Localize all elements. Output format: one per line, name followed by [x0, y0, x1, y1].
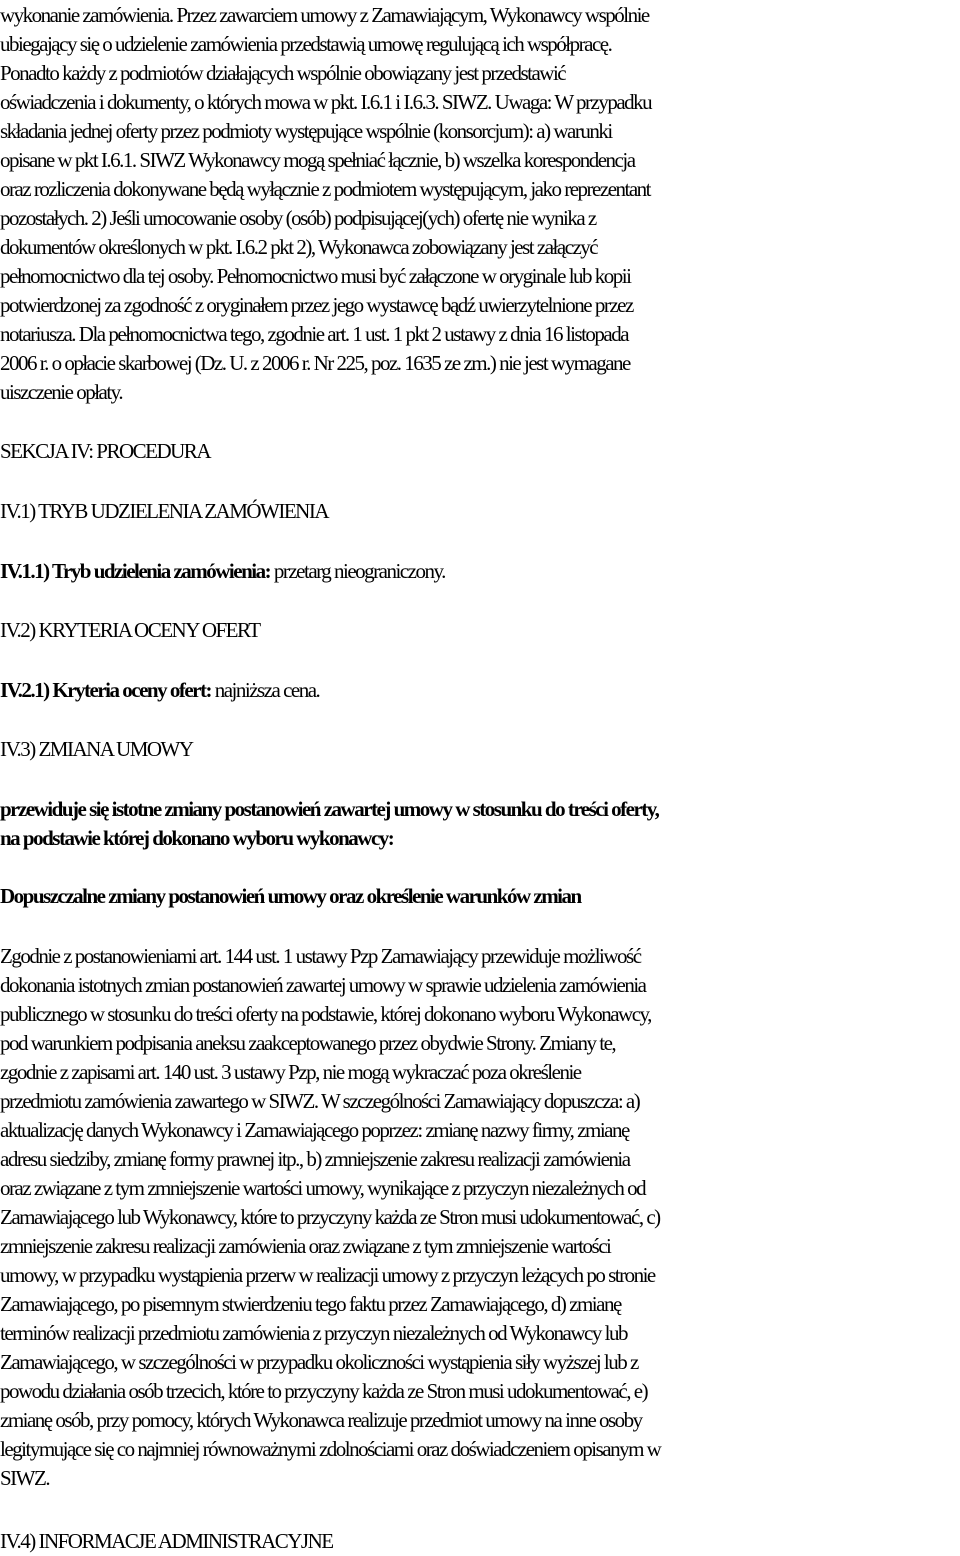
intro-line: wykonanie zamówienia. Przez zawarciem umowy z Zamawiającym, Wykonawcy wspólnie: [0, 3, 649, 27]
intro-line: pozostałych. 2) Jeśli umocowanie osoby (osób) podpisującej(ych) ofertę nie wynika z: [0, 206, 596, 230]
iv3-body-line: zmniejszenie zakresu realizacji zamówienia oraz związane z tym zmniejszenie wartości: [0, 1234, 611, 1258]
intro-line: oświadczenia i dokumenty, o których mowa w pkt. I.6.1 i I.6.3. SIWZ. Uwaga: W przypadku: [0, 90, 652, 114]
intro-line: składania jednej oferty przez podmioty występujące wspólnie (konsorcjum): a) warunki: [0, 119, 612, 143]
intro-paragraph: [0, 1, 960, 407]
iv21-value: najniższa cena.: [214, 678, 320, 702]
iv3-bold-line: przewiduje się istotne zmiany postanowień zawartej umowy w stosunku do treści oferty,: [0, 797, 659, 821]
iv3-bold-line: na podstawie której dokonano wyboru wykonawcy:: [0, 826, 394, 850]
iv3-body-line: publicznego w stosunku do treści oferty na podstawie, której dokonano wyboru Wykonawcy,: [0, 1002, 651, 1026]
intro-line: dokumentów określonych w pkt. I.6.2 pkt 2), Wykonawca zobowiązany jest załączyć: [0, 235, 598, 259]
iv3-subheading: Dopuszczalne zmiany postanowień umowy oraz określenie warunków zmian: [0, 884, 581, 908]
iv3-body-line: pod warunkiem podpisania aneksu zaakceptowanego przez obydwie Strony. Zmiany te,: [0, 1031, 616, 1055]
intro-line: pełnomocnictwo dla tej osoby. Pełnomocnictwo musi być załączone w oryginale lub kopii: [0, 264, 631, 288]
intro-line: notariusza. Dla pełnomocnictwa tego, zgodnie art. 1 ust. 1 pkt 2 ustawy z dnia 16 listopada: [0, 322, 629, 346]
iv3-body-line: Zamawiającego, po pisemnym stwierdzeniu tego faktu przez Zamawiającego, d) zmianę: [0, 1292, 621, 1316]
iv3-body-paragraph: [0, 942, 960, 1493]
intro-line: ubiegający się o udzielenie zamówienia przedstawią umowę regulującą ich współpracę.: [0, 32, 612, 56]
iv1-heading: IV.1) TRYB UDZIELENIA ZAMÓWIENIA: [0, 499, 329, 523]
iv11-label: IV.1.1) Tryb udzielenia zamówienia:: [0, 559, 271, 583]
iv21-line: [0, 676, 960, 705]
iv3-body-line: umowy, w przypadku wystąpienia przerw w realizacji umowy z przyczyn leżących po stronie: [0, 1263, 655, 1287]
iv11-value: przetarg nieograniczony.: [273, 559, 445, 583]
iv11-line: [0, 557, 960, 586]
iv3-body-line: adresu siedziby, zmianę formy prawnej itp., b) zmniejszenie zakresu realizacji zamówienia: [0, 1147, 630, 1171]
intro-line: potwierdzonej za zgodność z oryginałem przez jego wystawcę bądź uwierzytelnione przez: [0, 293, 633, 317]
iv3-body-line: Zgodnie z postanowieniami art. 144 ust. 1 ustawy Pzp Zamawiający przewiduje możliwość: [0, 944, 641, 968]
iv3-body-line: oraz związane z tym zmniejszenie wartości umowy, wynikające z przyczyn niezależnych od: [0, 1176, 646, 1200]
intro-line: Ponadto każdy z podmiotów działających wspólnie obowiązany jest przedstawić: [0, 61, 566, 85]
iv3-body-line: zmianę osób, przy pomocy, których Wykonawca realizuje przedmiot umowy na inne osoby: [0, 1408, 642, 1432]
iv3-body-line: przedmiotu zamówienia zawartego w SIWZ. W szczególności Zamawiający dopuszcza: a): [0, 1089, 640, 1113]
iv2-heading: IV.2) KRYTERIA OCENY OFERT: [0, 618, 260, 642]
intro-line: oraz rozliczenia dokonywane będą wyłącznie z podmiotem występującym, jako reprezentant: [0, 177, 650, 201]
intro-line: opisane w pkt I.6.1. SIWZ Wykonawcy mogą spełniać łącznie, b) wszelka korespondencja: [0, 148, 635, 172]
iv3-heading: IV.3) ZMIANA UMOWY: [0, 737, 193, 761]
iv3-body-line: legitymujące się co najmniej równoważnymi zdolnościami oraz doświadczeniem opisanym w: [0, 1437, 661, 1461]
iv3-bold-paragraph: [0, 795, 960, 853]
intro-line: 2006 r. o opłacie skarbowej (Dz. U. z 2006 r. Nr 225, poz. 1635 ze zm.) nie jest wymagane: [0, 351, 630, 375]
iv21-label: IV.2.1) Kryteria oceny ofert:: [0, 678, 211, 702]
iv3-body-line: zgodnie z zapisami art. 140 ust. 3 ustawy Pzp, nie mogą wykraczać poza określenie: [0, 1060, 581, 1084]
section-heading: SEKCJA IV: PROCEDURA: [0, 439, 210, 463]
iv3-body-line: terminów realizacji przedmiotu zamówienia z przyczyn niezależnych od Wykonawcy lub: [0, 1321, 627, 1345]
iv3-body-line: powodu działania osób trzecich, które to przyczyny każda ze Stron musi udokumentować, e): [0, 1379, 648, 1403]
iv3-body-line: Zamawiającego, w szczególności w przypadku okoliczności wystąpienia siły wyższej lub z: [0, 1350, 638, 1374]
iv3-body-line: Zamawiającego lub Wykonawcy, które to przyczyny każda ze Stron musi udokumentować, c): [0, 1205, 660, 1229]
iv4-heading: IV.4) INFORMACJE ADMINISTRACYJNE: [0, 1529, 333, 1553]
iv3-body-line: dokonania istotnych zmian postanowień zawartej umowy w sprawie udzielenia zamówienia: [0, 973, 646, 997]
intro-line: uiszczenie opłaty.: [0, 380, 123, 404]
iv3-body-line: SIWZ.: [0, 1466, 50, 1490]
iv3-body-line: aktualizację danych Wykonawcy i Zamawiającego poprzez: zmianę nazwy firmy, zmianę: [0, 1118, 629, 1142]
